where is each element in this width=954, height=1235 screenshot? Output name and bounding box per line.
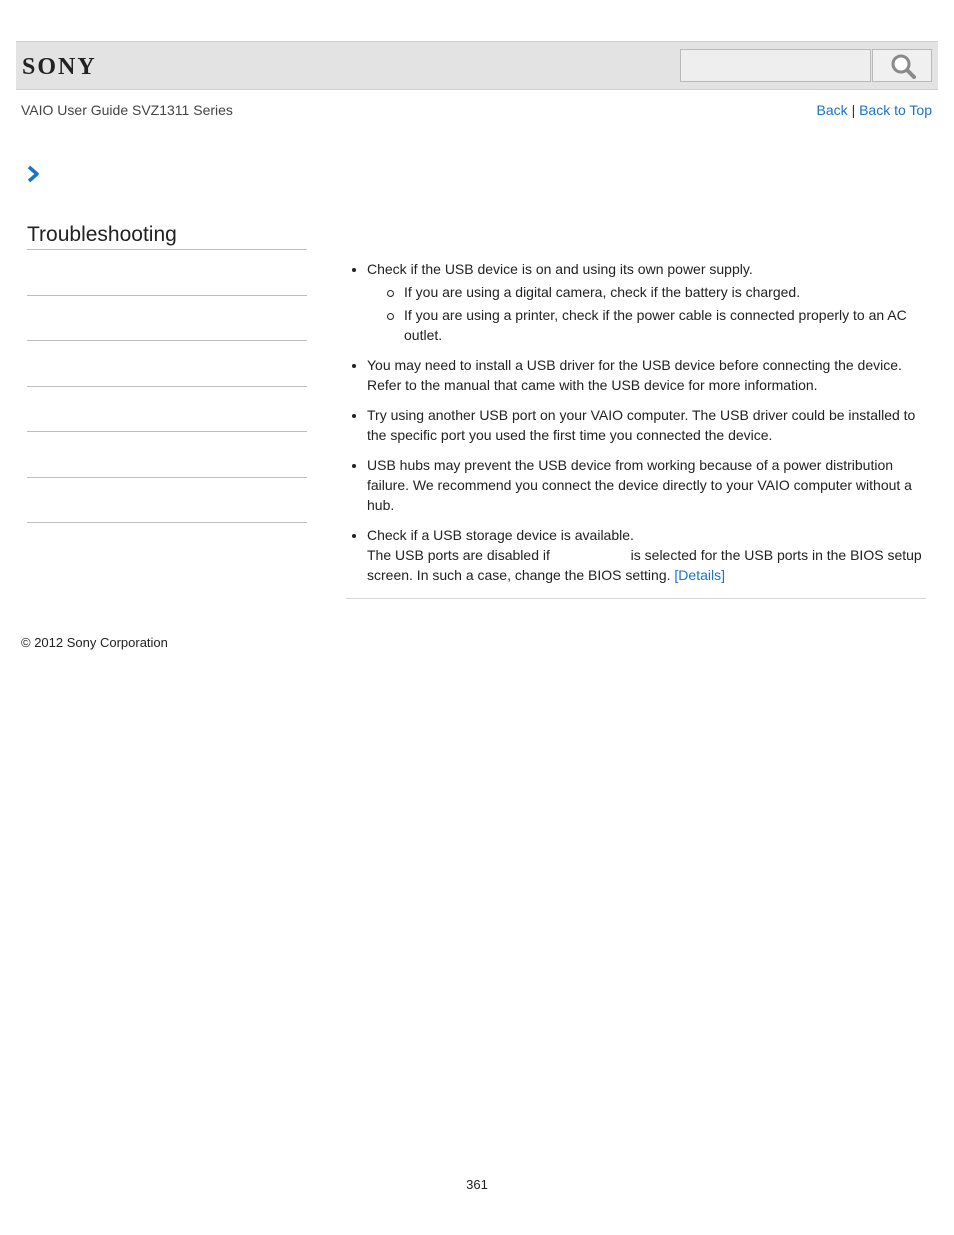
copyright: © 2012 Sony Corporation	[21, 635, 168, 650]
sidebar-divider	[27, 340, 307, 341]
guide-title: VAIO User Guide SVZ1311 Series	[21, 102, 233, 118]
back-link[interactable]: Back	[816, 102, 848, 118]
search-icon	[890, 53, 916, 79]
sidebar-divider	[27, 295, 307, 296]
content-area	[349, 259, 927, 595]
sub-list-item: If you are using a printer, check if the power cable is connected properly to an AC outlet.	[367, 305, 927, 345]
search-input[interactable]	[680, 49, 871, 82]
nav-links	[817, 102, 932, 118]
sidebar-divider	[27, 431, 307, 432]
list-item-detail	[367, 545, 927, 585]
nav-separator: |	[851, 102, 856, 118]
details-link[interactable]: [Details]	[674, 567, 725, 583]
list-item	[349, 525, 927, 585]
sidebar-divider	[27, 477, 307, 478]
content-divider	[346, 598, 926, 599]
sidebar-divider	[27, 522, 307, 523]
sub-list-item: If you are using a digital camera, check if the battery is charged.	[367, 282, 927, 302]
list-item: You may need to install a USB driver for the USB device before connecting the device. Refer to the manual that came with the USB device for more information.	[349, 355, 927, 395]
detail-text-start: The USB ports are disabled if	[367, 547, 550, 563]
search-button[interactable]	[872, 49, 932, 82]
sidebar-heading: Troubleshooting	[27, 223, 307, 250]
list-item-text: Check if the USB device is on and using its own power supply.	[367, 261, 753, 277]
list-item: USB hubs may prevent the USB device from working because of a power distribution failure. We recommend you connect the device directly to your VAIO computer without a hub.	[349, 455, 927, 515]
chevron-right-icon[interactable]	[26, 165, 42, 183]
header-bar	[16, 41, 938, 90]
sidebar-divider	[27, 386, 307, 387]
back-to-top-link[interactable]: Back to Top	[859, 102, 932, 118]
list-item	[349, 259, 927, 345]
detail-text-end: is selected for the USB ports in the BIOS setup screen. In such a case, change the BIOS setting.	[367, 547, 922, 583]
list-item: Try using another USB port on your VAIO computer. The USB driver could be installed to the specific port you used the first time you connected the device.	[349, 405, 927, 445]
list-item-text: Check if a USB storage device is available.	[367, 527, 634, 543]
sony-logo: SONY	[22, 54, 97, 80]
page-number: 361	[466, 1177, 488, 1192]
